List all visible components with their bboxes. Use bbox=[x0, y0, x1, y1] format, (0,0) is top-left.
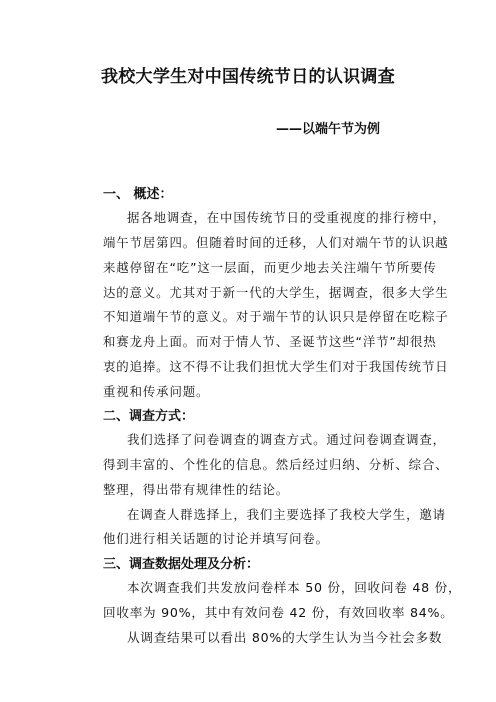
paragraph-line: 来越停留在“吃”这一层面，而更少地去关注端午节所要传 bbox=[103, 260, 437, 275]
paragraph-line: 在调查人群选择上，我们主要选择了我校大学生，邀请 bbox=[127, 507, 446, 522]
paragraph-line: 回收率为 90%，其中有效问卷 42 份，有效回收率 84%。 bbox=[103, 605, 454, 620]
paragraph-line: 得到丰富的、个性化的信息。然后经过归纳、分析、综合、 bbox=[103, 457, 449, 472]
section-heading-method: 二、调查方式： bbox=[103, 409, 195, 424]
paragraph-line: 据各地调查，在中国传统节日的受重视度的排行榜中， bbox=[127, 210, 446, 225]
paragraph-line: 不知道端午节的意义。对于端午节的认识只是停留在吃粽子 bbox=[103, 309, 449, 324]
paragraph-line: 和赛龙舟上面。而对于情人节、圣诞节这些“洋节”却很热 bbox=[103, 334, 437, 349]
paragraph-line: 衷的追捧。这不得不让我们担忧大学生们对于我国传统节日 bbox=[103, 359, 449, 374]
document-title: 我校大学生对中国传统节日的认识调查 bbox=[100, 67, 396, 87]
paragraph-line: 整理，得出带有规律性的结论。 bbox=[103, 482, 290, 497]
section-heading-overview: 一、 概述： bbox=[103, 187, 173, 202]
section-heading-analysis: 三、调查数据处理及分析： bbox=[103, 557, 260, 572]
paragraph-line: 达的意义。尤其对于新一代的大学生，据调查，很多大学生 bbox=[103, 285, 449, 300]
paragraph-line: 他们进行相关话题的讨论并填写问卷。 bbox=[103, 531, 329, 546]
paragraph-line: 我们选择了问卷调查的调查方式。通过问卷调查调查， bbox=[127, 432, 446, 447]
paragraph-line: 本次调查我们共发放问卷样本 50 份，回收问卷 48 份， bbox=[127, 580, 462, 595]
paragraph-line: 从调查结果可以看出 80%的大学生认为当今社会多数 bbox=[127, 630, 443, 645]
paragraph-line: 端午节居第四。但随着时间的迁移，人们对端午节的认识越 bbox=[103, 235, 449, 250]
paragraph-line: 重视和传承问题。 bbox=[103, 384, 210, 399]
document-subtitle: ——以端午节为例 bbox=[276, 122, 381, 137]
